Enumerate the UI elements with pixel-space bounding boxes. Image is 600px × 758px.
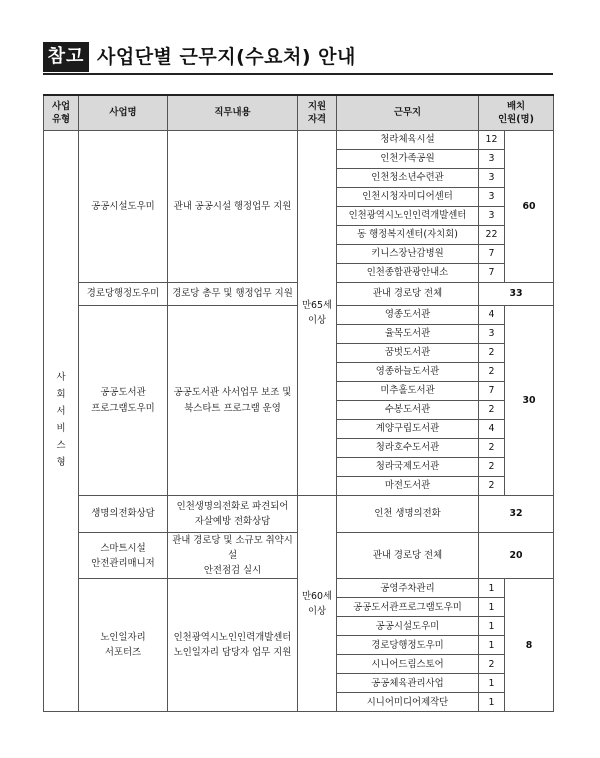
workplace-count: 2 bbox=[479, 655, 505, 674]
workplace-name: 경로당행정도우미 bbox=[337, 636, 479, 655]
workplace-name: 동 행정복지센터(자치회) bbox=[337, 226, 479, 245]
duty-description: 공공도서관 사서업무 보조 및 북스타트 프로그램 운영 bbox=[168, 306, 298, 496]
workplace-name: 공공체육관리사업 bbox=[337, 674, 479, 693]
workplace-count: 2 bbox=[479, 439, 505, 458]
workplace-count: 7 bbox=[479, 245, 505, 264]
group-total: 20 bbox=[479, 533, 554, 579]
group-total: 30 bbox=[505, 306, 554, 496]
workplace-count: 1 bbox=[479, 636, 505, 655]
workplace-name: 영종도서관 bbox=[337, 306, 479, 325]
workplace-name: 청라호수도서관 bbox=[337, 439, 479, 458]
workplace-count: 3 bbox=[479, 150, 505, 169]
workplace-name: 인천가족공원 bbox=[337, 150, 479, 169]
workplace-count: 22 bbox=[479, 226, 505, 245]
header-duty: 직무내용 bbox=[168, 95, 298, 131]
qualification-60: 만60세 이상 bbox=[298, 496, 337, 712]
workplace-name: 율목도서관 bbox=[337, 325, 479, 344]
duty-description: 관내 공공시설 행정업무 지원 bbox=[168, 131, 298, 283]
title-row bbox=[43, 42, 553, 74]
workplace-count: 12 bbox=[479, 131, 505, 150]
program-name: 스마트시설 안전관리매니저 bbox=[79, 533, 168, 579]
table-row bbox=[44, 496, 554, 533]
program-name: 생명의전화상담 bbox=[79, 496, 168, 533]
header-qual: 지원 자격 bbox=[298, 95, 337, 131]
header-row bbox=[44, 95, 554, 131]
group-total: 8 bbox=[505, 579, 554, 712]
workplace-name: 인천 생명의전화 bbox=[337, 496, 479, 533]
reference-badge: 참고 bbox=[43, 42, 89, 72]
program-name: 공공시설도우미 bbox=[79, 131, 168, 283]
workplace-name: 청라국제도서관 bbox=[337, 458, 479, 477]
group-total: 33 bbox=[479, 283, 554, 306]
table-body bbox=[44, 131, 554, 712]
workplace-count: 4 bbox=[479, 420, 505, 439]
workplace-count: 3 bbox=[479, 325, 505, 344]
workplace-name: 영종하늘도서관 bbox=[337, 363, 479, 382]
workplace-count: 3 bbox=[479, 169, 505, 188]
workplace-count: 1 bbox=[479, 674, 505, 693]
type-cell bbox=[44, 131, 79, 712]
workplace-name: 계양구립도서관 bbox=[337, 420, 479, 439]
qualification-65: 만65세 이상 bbox=[298, 131, 337, 496]
workplace-table bbox=[43, 94, 554, 712]
workplace-name: 인천시청자미디어센터 bbox=[337, 188, 479, 207]
duty-description: 경로당 총무 및 행정업무 지원 bbox=[168, 283, 298, 306]
program-name: 노인일자리 서포터즈 bbox=[79, 579, 168, 712]
type-label: 사 회 서 비 스 형 bbox=[56, 372, 66, 468]
group-total: 32 bbox=[479, 496, 554, 533]
workplace-name: 시니어미디어제작단 bbox=[337, 693, 479, 712]
table-row bbox=[44, 131, 554, 150]
title-underline bbox=[43, 73, 553, 75]
header-name: 사업명 bbox=[79, 95, 168, 131]
workplace-count: 7 bbox=[479, 382, 505, 401]
workplace-count: 1 bbox=[479, 579, 505, 598]
workplace-count: 2 bbox=[479, 458, 505, 477]
workplace-count: 2 bbox=[479, 344, 505, 363]
workplace-count: 3 bbox=[479, 207, 505, 226]
duty-description: 인천광역시노인인력개발센터 노인일자리 담당자 업무 지원 bbox=[168, 579, 298, 712]
header-type: 사업 유형 bbox=[44, 95, 79, 131]
workplace-name: 마전도서관 bbox=[337, 477, 479, 496]
workplace-name: 인천청소년수련관 bbox=[337, 169, 479, 188]
workplace-count: 1 bbox=[479, 598, 505, 617]
program-name: 경로당행정도우미 bbox=[79, 283, 168, 306]
workplace-name: 수봉도서관 bbox=[337, 401, 479, 420]
workplace-name: 청라체육시설 bbox=[337, 131, 479, 150]
workplace-name: 인천광역시노인인력개발센터 bbox=[337, 207, 479, 226]
page-title: 사업단별 근무지(수요처) 안내 bbox=[97, 46, 356, 68]
workplace-count: 2 bbox=[479, 477, 505, 496]
workplace-count: 7 bbox=[479, 264, 505, 283]
workplace-count: 1 bbox=[479, 617, 505, 636]
workplace-name: 키니스장난감병원 bbox=[337, 245, 479, 264]
program-name: 공공도서관 프로그램도우미 bbox=[79, 306, 168, 496]
header-place: 근무지 bbox=[337, 95, 479, 131]
duty-description: 관내 경로당 및 소규모 취약시설 안전점검 실시 bbox=[168, 533, 298, 579]
workplace-count: 2 bbox=[479, 401, 505, 420]
workplace-name: 시니어드림스토어 bbox=[337, 655, 479, 674]
workplace-count: 1 bbox=[479, 693, 505, 712]
workplace-name: 미추홀도서관 bbox=[337, 382, 479, 401]
workplace-name: 공공시설도우미 bbox=[337, 617, 479, 636]
duty-description: 인천생명의전화로 파견되어 자살예방 전화상담 bbox=[168, 496, 298, 533]
workplace-count: 3 bbox=[479, 188, 505, 207]
workplace-name: 꿈벗도서관 bbox=[337, 344, 479, 363]
workplace-name: 공공도서관프로그램도우미 bbox=[337, 598, 479, 617]
workplace-count: 4 bbox=[479, 306, 505, 325]
header-count: 배치 인원(명) bbox=[479, 95, 554, 131]
workplace-name: 관내 경로당 전체 bbox=[337, 283, 479, 306]
workplace-count: 2 bbox=[479, 363, 505, 382]
workplace-name: 공영주차관리 bbox=[337, 579, 479, 598]
workplace-name: 관내 경로당 전체 bbox=[337, 533, 479, 579]
workplace-name: 인천종합관광안내소 bbox=[337, 264, 479, 283]
group-total: 60 bbox=[505, 131, 554, 283]
